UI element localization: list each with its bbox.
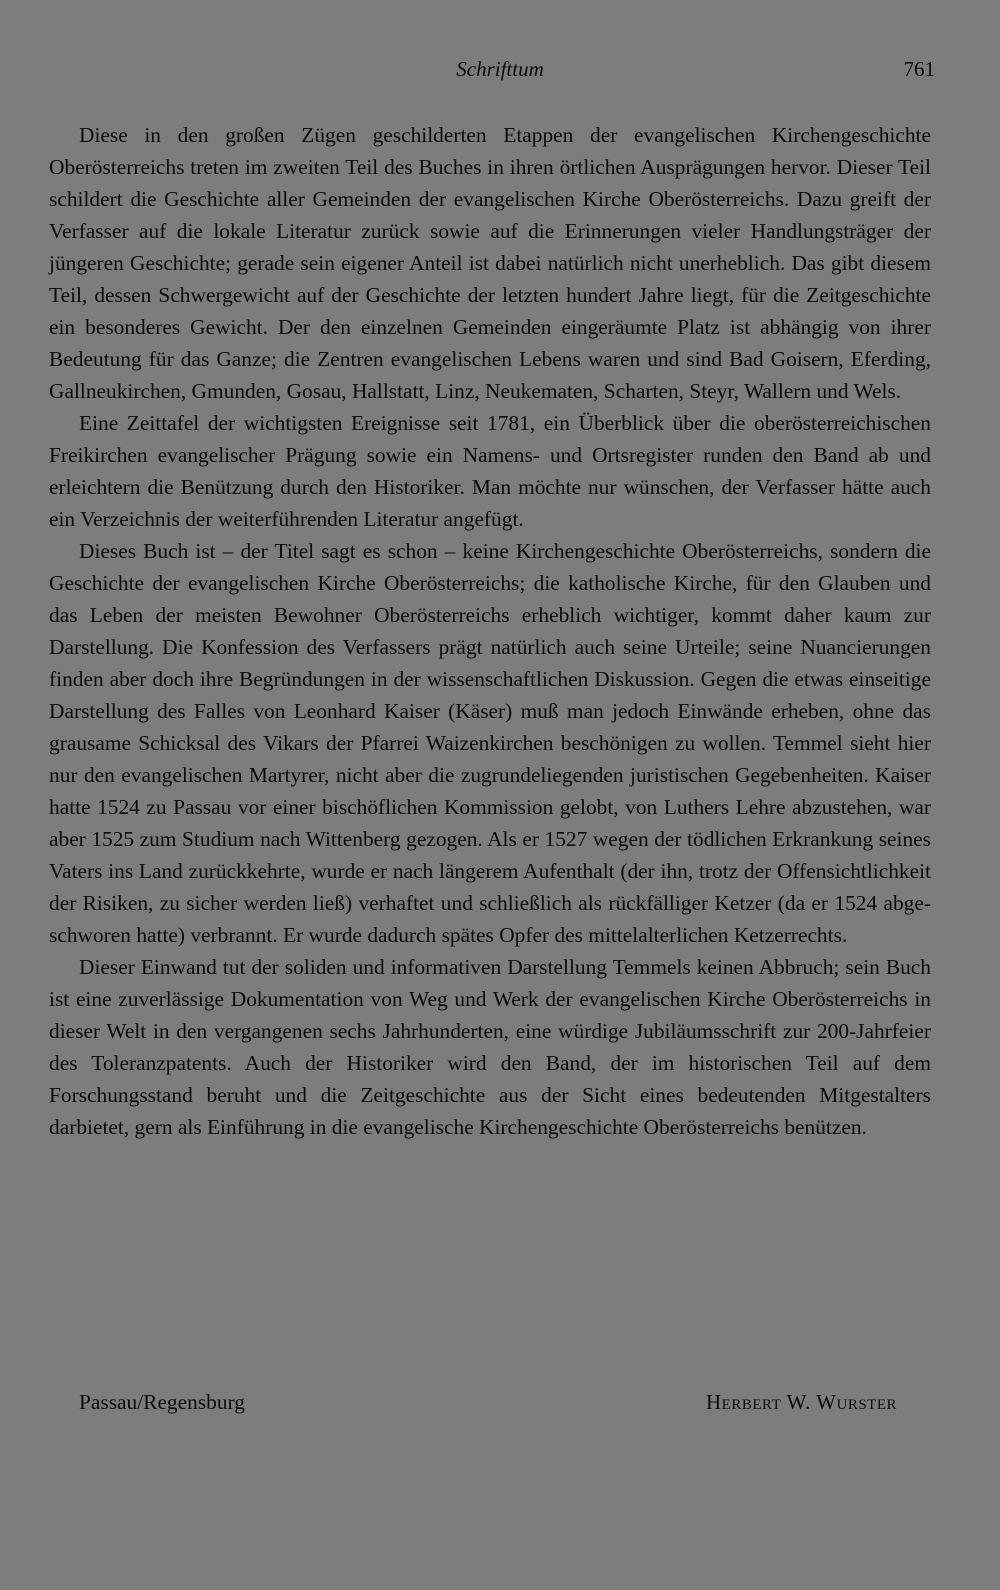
paragraph: Eine Zeittafel der wichtigsten Ereignisse seit 1781, ein Überblick über die oberösterreichischen Freikirchen evangelischer Prägung sowie ein Namens- und Ortsregister runden den Band ab und erleichtern die Benützung durch den Historiker. Man möchte nur wünschen, der Verfasser hätte auch ein Verzeichnis der weiterführenden Literatur angefügt. bbox=[49, 411, 931, 531]
page-number: 761 bbox=[903, 57, 935, 81]
signature-place: Passau/Regensburg bbox=[79, 1390, 245, 1414]
running-title: Schrifttum bbox=[456, 57, 544, 81]
signature-reviewer: Herbert W. Wurster bbox=[706, 1390, 897, 1414]
body-text bbox=[49, 119, 931, 1143]
running-head bbox=[0, 54, 1000, 88]
signature-line bbox=[79, 1386, 897, 1418]
paragraph: Diese in den großen Zügen geschilderten Etappen der evangelischen Kirchengeschichte Oberösterreichs treten im zweiten Teil des Buches in ihren örtlichen Ausprägungen hervor. Dieser Teil schildert die Geschichte aller Gemeinden der evangelischen Kirche Oberösterreichs. Dazu greift der Verfasser auf die lokale Literatur zurück sowie auf die Erinnerungen vieler Handlungsträger der jüngeren Geschichte; gerade sein eigener Anteil ist dabei natürlich nicht unerheblich. Das gibt diesem Teil, dessen Schwergewicht auf der Geschichte der letzten hundert Jahre liegt, für die Zeitgeschichte ein besonderes Gewicht. Der den einzelnen Gemeinden eingeräumte Platz ist abhängig von ihrer Bedeutung für das Ganze; die Zentren evangelischen Lebens waren und sind Bad Goisern, Eferding, Gallneukirchen, Gmunden, Gosau, Hallstatt, Linz, Neukematen, Scharten, Steyr, Wallern und Wels. bbox=[49, 123, 931, 403]
paragraph: Dieses Buch ist – der Titel sagt es schon – keine Kirchengeschichte Oberösterreichs, sondern die Geschichte der evangelischen Kirche Oberösterreichs; die katholische Kirche, für den Glauben und das Leben der meisten Bewohner Oberösterreichs erheblich wichtiger, kommt daher kaum zur Darstellung. Die Konfession des Verfassers prägt natürlich auch seine Urteile; seine Nuancierungen finden aber doch ihre Begründungen in der wissenschaftlichen Diskussion. Gegen die etwas einseitige Darstellung des Falles von Leonhard Kaiser (Käser) muß man jedoch Einwände erheben, ohne das grausame Schicksal des Vikars der Pfarrei Waizenkirchen beschönigen zu wollen. Temmel sieht hier nur den evangelischen Martyrer, nicht aber die zugrundeliegenden juristischen Gegebenheiten. Kaiser hatte 1524 zu Passau vor einer bischöflichen Kommission gelobt, von Luthers Lehre abzustehen, war aber 1525 zum Studium nach Wittenberg gezogen. Als er 1527 wegen der tödlichen Erkrankung seines Vaters ins Land zurückkehrte, wurde er nach längerem Aufenthalt (der ihn, trotz der Offensichtlichkeit der Risiken, zu sicher werden ließ) verhaftet und schließlich als rückfälliger Ketzer (da er 1524 abgeschworen hatte) verbrannt. Er wurde dadurch spätes Opfer des mittelalterlichen Ketzerrechts. bbox=[49, 539, 931, 947]
paragraph: Dieser Einwand tut der soliden und informativen Darstellung Temmels keinen Abbruch; sein Buch ist eine zuverlässige Dokumentation von Weg und Werk der evangelischen Kirche Oberösterreichs in dieser Welt in den vergangenen sechs Jahrhunderten, eine würdige Jubiläumsschrift zur 200-Jahrfeier des Toleranzpatents. Auch der Historiker wird den Band, der im historischen Teil auf dem Forschungsstand beruht und die Zeitgeschichte aus der Sicht eines bedeutenden Mitgestalters darbietet, gern als Einführung in die evangelische Kirchengeschichte Oberösterreichs benützen. bbox=[49, 955, 931, 1139]
